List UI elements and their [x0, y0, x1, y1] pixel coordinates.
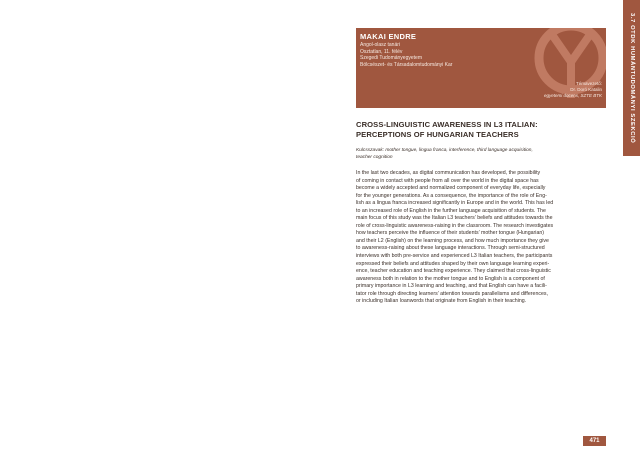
author-university: Szegedi Tudományegyetem [360, 55, 422, 61]
abstract-line: become a widely accepted and normalized component of everyday life, especially [356, 185, 546, 192]
paper-title [356, 120, 606, 140]
abstract-line: and their L2 (English) on the learning process, and how much importance they give [356, 237, 549, 244]
author-semester: Osztatlan, 11. félév [360, 48, 403, 55]
author-program: Angol-olasz tanári [360, 42, 401, 48]
abstract-line: or including Italian loanwords that originate from English in their teaching. [356, 298, 527, 305]
page-number: 471 [583, 436, 606, 446]
supervisor-label: Témavezető: [575, 81, 602, 86]
supervisor-name: Dr. Doró Katalin [570, 87, 602, 92]
abstract-line: how teachers perceive the influence of their students’ mother tongue (Hungarian) [356, 230, 545, 237]
author-name: MAKAI ENDRE [360, 32, 417, 41]
abstract-line: lish as a lingua franca increased significantly in Europe and in the world. This has led [356, 200, 554, 207]
abstract-line: main focus of this study was the Italian L3 teachers’ beliefs and attitudes towards the [356, 215, 553, 222]
keywords-line: Kulcsszavak: mother tongue, lingua franca, interference, third language acquisition, [356, 148, 533, 153]
section-tab-label: 3.7 OTDK HUMÁNTUDOMÁNYI SZEKCIÓ [629, 12, 635, 144]
abstract-line: to an increased role of English in the further language acquisition of students. The [356, 207, 546, 214]
abstract-line: ence, teacher education and teaching experience. They claimed that cross-linguistic [356, 268, 551, 275]
keywords [356, 147, 606, 162]
abstract-line: role of cross-linguistic awareness-raising in the classroom. The research investigates [356, 222, 554, 229]
abstract-line: for the younger generations. As a consequence, the importance of the role of Eng- [356, 192, 547, 199]
abstract [356, 170, 608, 306]
author-faculty: Bölcsészet- és Társadalomtudományi Kar [360, 61, 453, 68]
abstract-line: interviews with both pre-service and experienced L3 Italian teachers, the participants [356, 253, 553, 260]
abstract-line: of coming in contact with people from all over the world in the digital space has [356, 177, 539, 184]
abstract-line: tator role through directing learners’ attention towards parallelisms and differences, [356, 290, 549, 297]
abstract-line: In the last two decades, as digital communication has developed, the possibility [356, 170, 541, 176]
supervisor-title: egyetemi docens, SZTE BTK [543, 93, 602, 98]
keywords-line: teacher cognition [356, 155, 393, 161]
author-header-box [356, 28, 606, 108]
abstract-line: primary importance in L3 learning and teaching, and that English can have a facili- [356, 283, 547, 290]
abstract-line: expressed their beliefs and attitudes shaped by their own language learning experi- [356, 260, 550, 267]
abstract-line: awareness both in relation to the mother tongue and to English is a component of [356, 275, 545, 282]
abstract-line: to awareness-raising about these language interactions. Through semi-structured [356, 245, 545, 252]
title-line: CROSS-LINGUISTIC AWARENESS IN L3 ITALIAN: [356, 120, 538, 129]
title-line: PERCEPTIONS OF HUNGARIAN TEACHERS [356, 130, 519, 139]
